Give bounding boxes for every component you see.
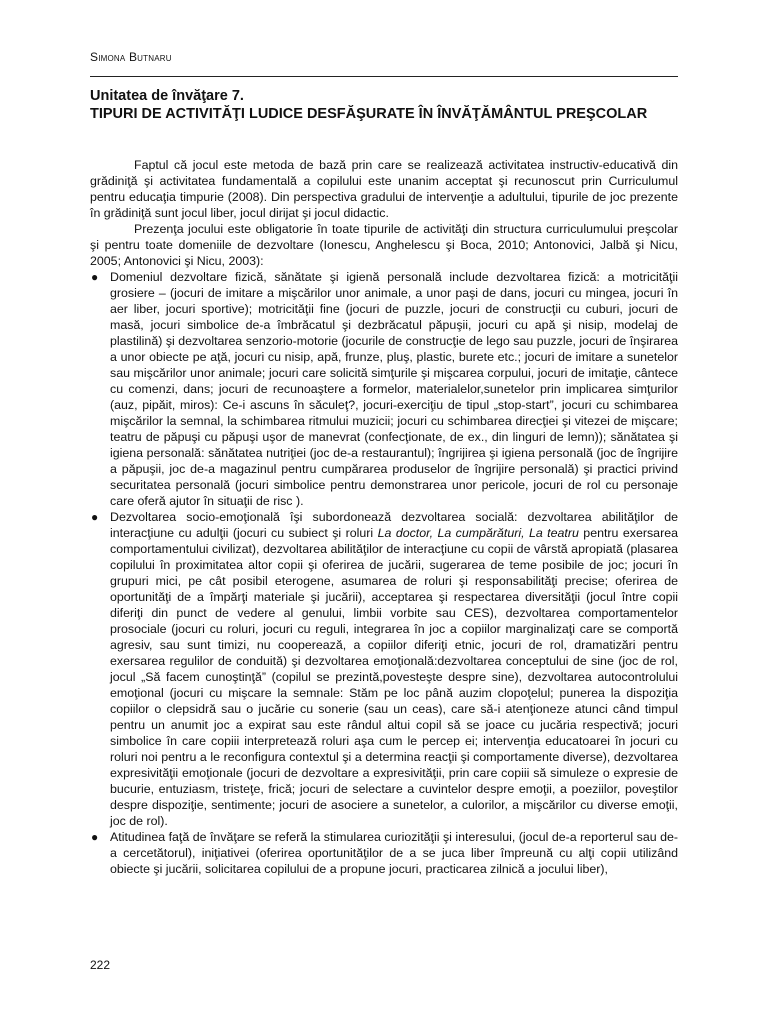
- list-item-text: Domeniul dezvoltare fizică, sănătate şi igienă personală include dezvoltarea fizică: a motricităţii grosiere – (jocuri de imitare a mişcărilor unor animale, a unor paşi de dans, jocuri cu mingea, jocuri în aer liber, jocuri sportive); motricităţii fine (jocuri de puzzle, jocuri de construcţii cu cuburi, jocuri de masă, jocuri simbolice de-a îmbrăcatul şi dezbrăcatul păpuşii, jocuri cu apă şi nisip, modelaj de plastilină) şi dezvoltarea senzorio-motorie (jocurile de construcţie de lego sau puzzle, jocuri de înşirarea a unor obiecte pe aţă, jocuri cu nisip, apă, frunze, pluş, plastic, burete etc.; jocuri de imitare a sunetelor sau mişcărilor unor animale; jocuri care solicită simţurile şi mişcarea corpului, jocuri de imitaţie, cântece cu comenzi, dans; jocuri de recunoaştere a formelor, materialelor,sunetelor prin implicarea simţurilor (auz, pipăit, miros): Ce-i ascuns în săculeţ?, jocuri-exerciţiu de tipul „stop-start”, jocuri cu schimbarea mişcărilor la semnal, la schimbarea ritmului muzicii; jocuri cu schimbarea direcţiei şi vitezei de mişcare; teatru de păpuşi cu păpuşi uşor de manevrat (confecţionate, de ex., din linguri de lemn)); sănătatea şi igiena personală: sănătatea nutriţiei (joc de-a restaurantul); îngrijirea şi igiena personală (joc de îngrijire a păpuşii, joc de-a magazinul pentru cumpărarea produselor de îngrijire personală) şi practici privind securitatea personală (jocuri simbolice pentru demonstrarea unor pericole, jocuri de rol cu personaje care oferă ajutor în situaţii de risc ).: [110, 270, 678, 508]
- list-item-text-part: Dezvoltarea socio-emoţională îşi subordonează dezvoltarea socială: dezvoltarea abilităţilor de interacţiune cu adulţii (jocuri cu subiect şi roluri: [110, 510, 678, 540]
- running-header-author: Simona Butnaru: [90, 50, 172, 64]
- header-divider: [90, 76, 678, 77]
- paragraph-second: Prezenţa jocului este obligatorie în toate tipurile de activităţi din structura curriculumului preşcolar şi pentru toate domeniile de dezvoltare (Ionescu, Anghelescu şi Boca, 2010; Antonovici, Jalbă şi Nicu, 2005; Antonovici şi Nicu, 2003):: [90, 222, 678, 268]
- domains-list: [90, 269, 678, 877]
- list-item: [90, 829, 678, 877]
- unit-title: TIPURI DE ACTIVITĂŢI LUDICE DESFĂŞURATE ÎN ÎNVĂŢĂMÂNTUL PREŞCOLAR: [90, 106, 648, 122]
- list-item-italic-titles: La doctor, La cumpărături, La teatru: [377, 526, 579, 540]
- unit-label: Unitatea de învăţare 7.: [90, 88, 244, 104]
- list-item: [90, 509, 678, 829]
- bullet-icon: ●: [91, 270, 99, 284]
- list-item-text: [110, 510, 678, 828]
- list-item-text-part: pentru exersarea comportamentului civilizat), dezvoltarea abilităţilor de interacţiune cu copii de vârstă apropiată (plasarea copilului în proximitatea altor copii şi oferirea de jucării, sugerarea de teme posibile de joc; jocuri în grupuri mici, pe cât posibil eterogene, asumarea de roluri şi responsabilităţi precise; oferirea de oportunităţi de a împărţi materiale şi jucării), acceptarea şi respectarea diversităţii (jocul între copii diferiţi din punct de vedere al genului, limbii vorbite sau CES), dezvoltarea comportamentelor prosociale (jocuri cu roluri, jocuri cu reguli, integrarea în joc a copiilor marginalizaţi care se comportă agresiv, sau sunt timizi, nu cooperează, a copiilor diferiţi etnic, jocuri de rol, dramatizări pentru exersarea regulilor de conduită) şi dezvoltarea emoţională:dezvoltarea conceptului de sine (joc de rol, jocul „Să facem cunoştinţă” (copilul se prezintă,povesteşte despre sine), dezvoltarea autocontrolului emoţional (jocuri cu mişcare la semnale: Stăm pe loc până auzim clopoţelul; punerea la dispoziţia copiilor o clepsidră sau o jucărie cu sonerie (sau un ceas), care să-i atenţioneze atunci când timpul pentru un anumit joc a expirat sau este rândul altui copil să se joace cu jucăria respectivă; jocuri simbolice în care copiii interpretează roluri aşa cum le percep ei; intervenţia educatoarei în jocuri cu roluri noi pentru a le reconfigura contextul şi a determina reacţii şi comportamente diverse), dezvoltarea expresivităţii emoţionale (jocuri de dezvoltare a expresivităţii, prin care copiii să simuleze o expresie de bucurie, entuziasm, tristeţe, frică; jocuri de selectare a cuvintelor despre emoţii, a poeziilor, poveştilor despre dispoziţie, sentimente; jocuri de asociere a sunetelor, a culorilor, a mişcărilor cu diverse emoţii, joc de rol).: [110, 526, 678, 828]
- bullet-icon: ●: [91, 510, 99, 524]
- list-item-text: Atitudinea faţă de învăţare se referă la stimularea curiozităţii şi interesului, (jocul de-a reporterul sau de-a cercetătorul), iniţiativei (oferirea oportunităţilor de a se juca liber împreună cu alţi copii utilizând obiecte şi jucării, solicitarea copilului de a propune jocuri, practicarea zilnică a jocului liber),: [110, 830, 678, 876]
- running-header: [90, 50, 172, 64]
- body-text: [90, 157, 678, 877]
- page-number: 222: [90, 958, 111, 972]
- list-item: [90, 269, 678, 509]
- paragraph-intro: Faptul că jocul este metoda de bază prin care se realizează activitatea instructiv-educativă din grădiniţă şi activitatea fundamentală a copilului este unanim acceptat şi recunoscut prin Curriculumul pentru educaţia timpurie (2008). Din perspectiva gradului de intervenţie a adultului, tipurile de joc prezente în grădiniţă sunt jocul liber, jocul dirijat şi jocul didactic.: [90, 158, 678, 220]
- bullet-icon: ●: [91, 830, 99, 844]
